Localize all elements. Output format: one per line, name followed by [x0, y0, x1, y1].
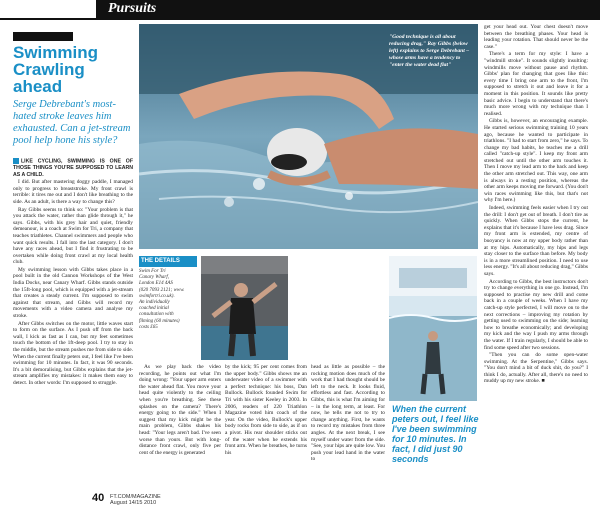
pull-quote: When the current peters out, I feel like I've been swimming for 10 minutes. In fact, I did just 90 seconds	[392, 404, 479, 464]
body-column-2b	[225, 364, 307, 488]
paragraph: head as little as possible – the rocking motion does much of the work that I had thought should be left to the neck. It looks fluid, effortless and fast. According to Gibbs, this is what I'm aiming for – in the long term, at least. For now, he tells me not to try to change anything. First, he wants to record my mistakes from three angles. At the next break, I see myself under water from the side. "See, your hips are quite low. You push your lead hand in the water to	[311, 364, 385, 463]
paragraph: get your head out. Your chest doesn't move between the breathing phases. Your head is leading your rotation. That should never be the case."	[484, 24, 588, 50]
body-column-1	[13, 158, 133, 483]
square-bullet-icon	[13, 158, 19, 164]
details-line: swimfortri.co.uk).	[139, 293, 175, 299]
underwater-photo	[389, 256, 477, 401]
details-line: coached initial	[139, 306, 169, 312]
body-column-2c	[311, 364, 385, 488]
standfirst: Serge Debrebant's most-hated stroke leaves him exhausted. Can a jet-stream pool help hone his style?	[13, 99, 131, 146]
details-line: costs £65	[139, 324, 158, 330]
paragraph: Gibbs is, however, an encouraging example. He started serious swimming training 10 years ago, because he wanted to participate in triathlons. "I had to start from zero," he says. To change my bad habits, he teaches me a drill called "catch-up style". I keep my front arm stretched out until the other arm touches it. Then I move my lead arm to the back and keep the other arm stretched out. This way, one arm is always in a resting position, whereas the other arm keeps moving me forward. (You don't win races swimming like this, but that's not why I'm here.)	[484, 118, 588, 204]
paragraph: As we play back the video recording, he points out what I'm doing wrong: "Your upper arm enters the water ahead flat. You move your head quite violently to the ceiling when you're breathing. See these splashes on the camera? There's energy going to the side." When I suggest that my kick might be the main problem, Gibbs shakes his head: "Your legs aren't bad. I've seen worse than yours. But with long-distance front crawl, only five per cent of the energy is generated	[139, 364, 221, 456]
photo-caption: "Good technique is all about reducing drag," Ray Gibbs (below left) explains to Serge Debrebant – whose arms have a tendency to "enter the water dead flat"	[389, 34, 470, 68]
details-line: Canary Wharf,	[139, 275, 169, 281]
coach-photo	[201, 256, 288, 360]
body-column-3	[484, 24, 588, 488]
paragraph: by the kick; 95 per cent comes from the upper body." Gibbs shows me an underwater video of a swimmer with a perfect technique: his boss, Dan Bullock. Bullock founded Swim for Tri with his sister Keeley in 2003. In 2006, readers of 220 Triathlon Magazine voted him coach of the year. On the video, Bullock's upper body rocks from side to side, as if on a pivot. His rear shoulder sticks out of the water when he extends his front arm. When he breathes, he turns his	[225, 364, 307, 456]
details-body	[139, 269, 197, 331]
paragraph: Indeed, swimming feels easier when I try out the drill: I don't get out of breath. I don't tire as quickly. When Gibbs stops the current, he explains that it's because I have less drag. Since my front arm is extended, my centre of buoyancy is now at my upper body rather than at my hips. Automatically, my hips and legs stay closer to the surface than before. My body is in a more streamlined position. I need to use less energy. "It's all about reducing drag," Gibbs says.	[484, 205, 588, 277]
coach-illustration	[201, 256, 288, 360]
publication-date: August 14/15 2010	[110, 500, 157, 506]
body-column-2a	[139, 364, 221, 488]
section-label: Pursuits	[108, 1, 157, 16]
details-line: (020 7093 2121; www.	[139, 287, 185, 293]
paragraph: After Gibbs switches on the motor, little waves start to form on the surface. As I push off from the back wall, I kick as fast as I can, but my feet sometimes touch the bottom of the 1ft-deep pool. I try to stay in the middle, but the stream pushes me from side to side. When the current finally peters out, I feel like I've been swimming for 10 minutes. In fact, it was 90 seconds. It's a bit demoralising, but Gibbs explains that the jet-stream amplifies my mistakes: it makes them easy to detect. In other words: I'm supposed to struggle.	[13, 320, 133, 386]
paragraph: Ray Gibbs seems to think so: "Your problem is that you attack the water, rather than glide through it," he says. Gibbs, with his grey hair and quiet, friendly demeanour, is a coach at Swim for Tri, a company that teaches triathletes. Channel swimmers and people who want quick results. I fall into the last category. I don't have any races ahead, but I find it frustrating to be overtaken while doing front crawl at my local health club.	[13, 206, 133, 266]
paragraph: I did. But after mastering doggy paddle, I managed only to progress to breaststroke. My front crawl is terrible: it tires me out and I don't like breathing to the side. As an adult, is there a way to change this?	[13, 179, 133, 205]
title-bar	[13, 32, 73, 41]
page-number: 40	[92, 492, 105, 504]
paragraph: According to Gibbs, the best instructors don't try to change everything in one go. Instead, I'm supposed to practise my new drill and come back in a couple of weeks. When I have my catch-up style perfected, I will move on to the next corrections – improving my rotation by getting used to swimming on the side; learning how to breathe economically; and developing my kick and the way I push my arms through the water. If I train regularly, I should be able to find some speed after two sessions.	[484, 278, 588, 351]
details-line: London E14 4AS	[139, 281, 173, 287]
details-line: An individually	[139, 300, 170, 306]
paragraph: "Then you can do some open-water swimming. At the Serpentine," Gibbs says. "You don't mind a bit of duck shit, do you?" I think I do, actually. After all, there's no need to muddy up my new stroke. ■	[484, 352, 588, 385]
details-box	[139, 256, 197, 336]
details-line: Swim For Tri	[139, 269, 166, 274]
publication-name: FT.COM/MAGAZINE	[110, 494, 161, 500]
section-bar	[96, 0, 600, 18]
paragraph: My swimming lesson with Gibbs takes place in a pool built in the old Cannon Workshops of the West India Docks, near Canary Wharf. Gibbs stands outside the 15ft-long pool, which is equipped with a jet-stream that creates a steady current. I'm supposed to swim against that stream, and Gibbs will record my movements with a video camera and analyse my stroke.	[13, 266, 133, 320]
lead-text: LIKE CYCLING, SWIMMING IS ONE OF THOSE THINGS YOU'RE SUPPOSED TO LEARN AS A CHILD.	[13, 158, 133, 178]
details-line: filming (60 minutes)	[139, 318, 180, 324]
footer-publication	[110, 494, 161, 506]
details-line: consultation with	[139, 312, 174, 318]
pool-illustration	[389, 256, 477, 401]
details-heading: THE DETAILS	[139, 256, 197, 267]
paragraph: There's a term for my style: I have a "windmill stroke". It sounds slightly insulting: windmills move without pause and rhythm. Gibbs' plan for changing that goes like this: every time I bring one arm to the front, I'm supposed to stretch it out and leave it for a moment in this position. It sounds like pretty basic advice. I begin to understand that there's much more wrong with my technique than I realised.	[484, 51, 588, 117]
header-rule	[0, 18, 600, 20]
article-title: Swimming Crawling ahead	[13, 43, 99, 96]
